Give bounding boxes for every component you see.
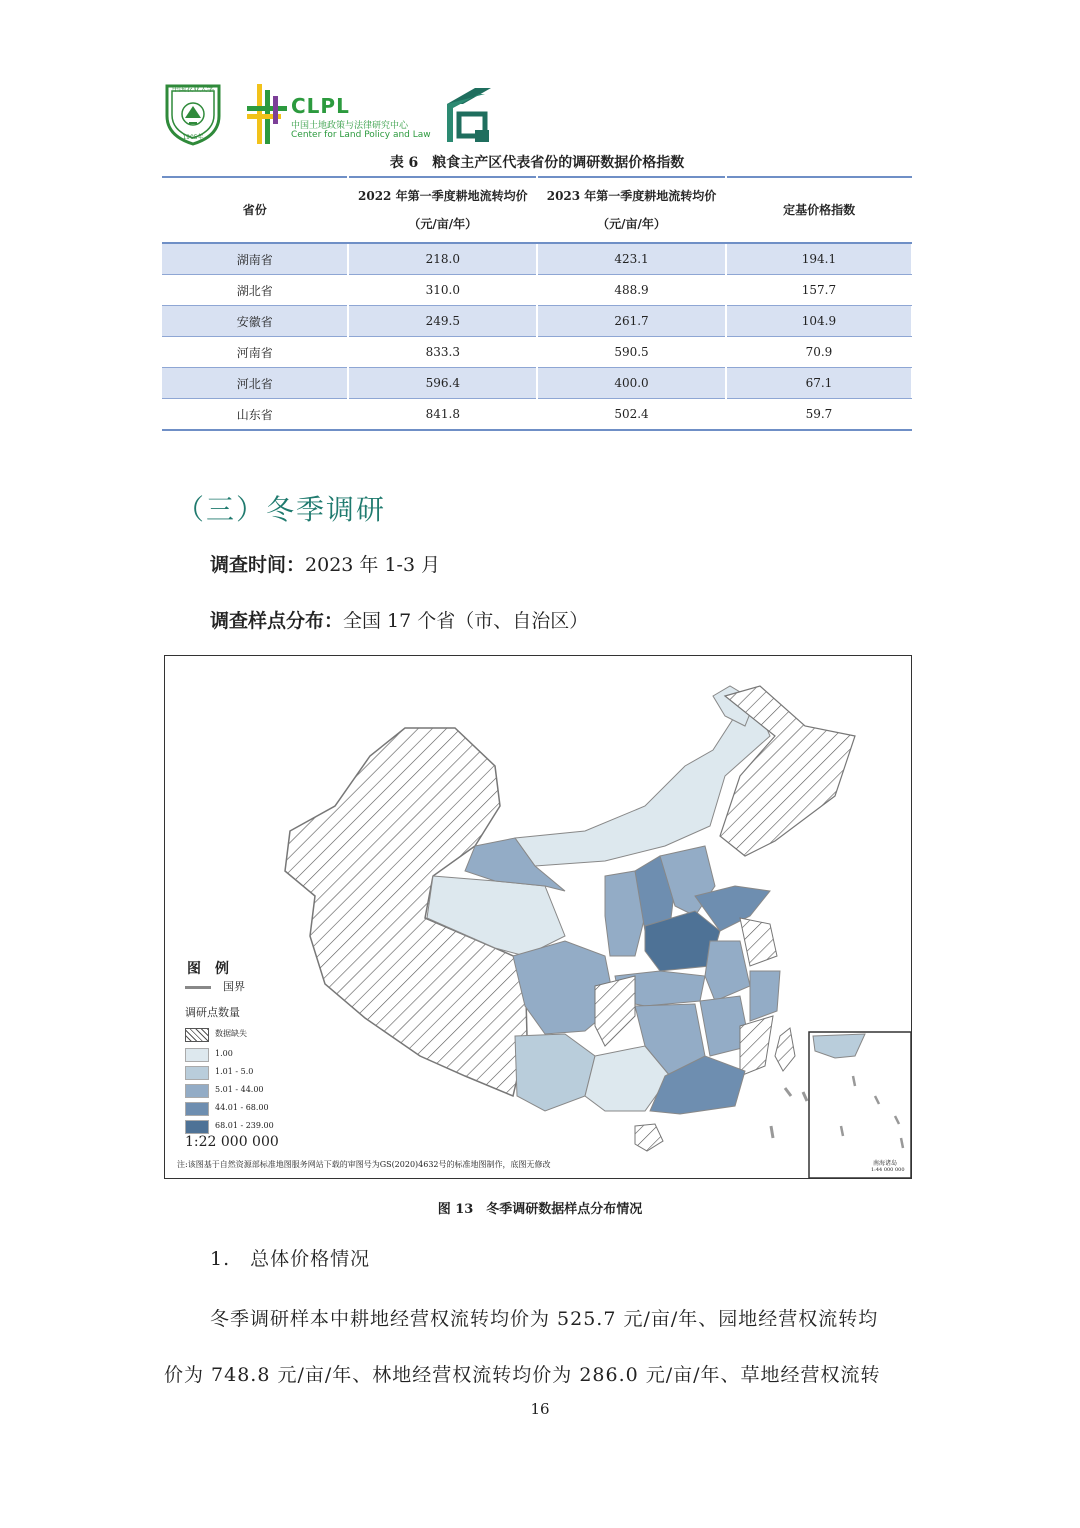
legend-label-missing: 数据缺失 — [215, 1029, 247, 1038]
cell-province: 河北省 — [162, 368, 348, 399]
legend-label-1: 1.00 — [215, 1049, 233, 1058]
table-row — [162, 243, 912, 275]
survey-time — [210, 550, 440, 577]
cell-province: 湖南省 — [162, 243, 348, 275]
cell-price-2023: 502.4 — [537, 399, 726, 431]
legend-swatch-3 — [185, 1084, 209, 1098]
price-index-table — [162, 176, 912, 431]
region-yunnan — [515, 1034, 595, 1111]
header-index: 定基价格指数 — [726, 177, 912, 243]
legend-swatch-5 — [185, 1120, 209, 1134]
region-anhui — [705, 941, 750, 1001]
clpl-title: CLPL — [291, 94, 350, 118]
cell-price-2022: 833.3 — [348, 337, 537, 368]
cell-province: 山东省 — [162, 399, 348, 431]
region-fujian-missing — [740, 1016, 773, 1076]
border-line-swatch — [185, 986, 211, 989]
cell-price-2022: 310.0 — [348, 275, 537, 306]
cell-index: 104.9 — [726, 306, 912, 337]
cell-province: 湖北省 — [162, 275, 348, 306]
clpl-chinese-name: 中国土地政策与法律研究中心 — [291, 121, 409, 131]
sample-distribution-label: 调查样点分布： — [210, 610, 344, 632]
table-row — [162, 337, 912, 368]
region-hainan-missing — [635, 1124, 663, 1151]
legend-swatch-missing — [185, 1028, 209, 1042]
university-logo-text: 中国农业大学 — [172, 85, 214, 93]
map-scale: 1:22 000 000 — [185, 1134, 279, 1150]
cell-index: 59.7 — [726, 399, 912, 431]
region-zhejiang — [750, 971, 780, 1021]
inset-label: 南海诸岛 — [873, 1160, 898, 1167]
cell-index: 70.9 — [726, 337, 912, 368]
cell-province: 河南省 — [162, 337, 348, 368]
university-logo-year: 1905年 — [182, 134, 204, 141]
table-row — [162, 306, 912, 337]
sample-distribution-value: 全国 17 个省（市、自治区） — [343, 610, 589, 632]
cell-index: 194.1 — [726, 243, 912, 275]
cell-price-2022: 596.4 — [348, 368, 537, 399]
cell-price-2023: 400.0 — [537, 368, 726, 399]
cell-index: 157.7 — [726, 275, 912, 306]
table-caption: 表 6 粮食主产区代表省份的调研数据价格指数 — [389, 155, 685, 171]
region-jiangsu-missing — [740, 918, 777, 966]
region-taiwan-missing — [775, 1028, 795, 1071]
legend-swatch-2 — [185, 1066, 209, 1080]
legend-label-4: 44.01 - 68.00 — [215, 1103, 269, 1112]
cell-price-2022: 841.8 — [348, 399, 537, 431]
header-price-2022: 2022 年第一季度耕地流转均价（元/亩/年） — [348, 177, 537, 243]
header-price-2023: 2023 年第一季度耕地流转均价（元/亩/年） — [537, 177, 726, 243]
sample-distribution-map — [164, 655, 912, 1179]
figure-caption: 图 13 冬季调研数据样点分布情况 — [437, 1202, 643, 1217]
table-row — [162, 399, 912, 431]
cell-price-2023: 261.7 — [537, 306, 726, 337]
cell-price-2023: 488.9 — [537, 275, 726, 306]
legend-title: 图 例 — [187, 961, 229, 977]
legend-label-5: 68.01 - 239.00 — [215, 1121, 274, 1130]
cell-price-2022: 249.5 — [348, 306, 537, 337]
header-province: 省份 — [162, 177, 348, 243]
legend-border-label: 国界 — [223, 980, 245, 993]
survey-time-value: 2023 年 1-3 月 — [305, 554, 441, 576]
legend-swatch-1 — [185, 1048, 209, 1062]
sample-distribution — [210, 606, 588, 633]
legend-count-title: 调研点数量 — [185, 1006, 240, 1019]
legend-swatch-4 — [185, 1102, 209, 1116]
paragraph-line-1: 冬季调研样本中耕地经营权流转均价为 525.7 元/亩/年、园地经营权流转均 — [210, 1308, 879, 1330]
legend-label-3: 5.01 - 44.00 — [215, 1085, 264, 1094]
partner-logo — [445, 84, 493, 144]
map-note: 注:该图基于自然资源部标准地图服务网站下载的审图号为GS(2020)4632号的标准地图制作，底图无修改 — [177, 1160, 551, 1169]
paragraph-line-2: 价为 748.8 元/亩/年、林地经营权流转均价为 286.0 元/亩/年、草地经营权流转 — [164, 1364, 881, 1386]
table-row — [162, 368, 912, 399]
page-number: 16 — [530, 1400, 550, 1418]
cell-price-2022: 218.0 — [348, 243, 537, 275]
table-row — [162, 275, 912, 306]
cell-index: 67.1 — [726, 368, 912, 399]
cell-price-2023: 590.5 — [537, 337, 726, 368]
clpl-english-name: Center for Land Policy and Law — [291, 130, 431, 140]
inset-scale: 1:44 000 000 — [871, 1167, 905, 1173]
section-title: （三）冬季调研 — [176, 493, 387, 526]
region-guizhou-missing — [595, 976, 635, 1046]
cell-price-2023: 423.1 — [537, 243, 726, 275]
subsection-heading: 1. 总体价格情况 — [210, 1248, 371, 1270]
cell-province: 安徽省 — [162, 306, 348, 337]
clpl-logo — [245, 82, 431, 146]
survey-time-label: 调查时间： — [210, 554, 306, 576]
legend-label-2: 1.01 - 5.0 — [215, 1067, 254, 1076]
